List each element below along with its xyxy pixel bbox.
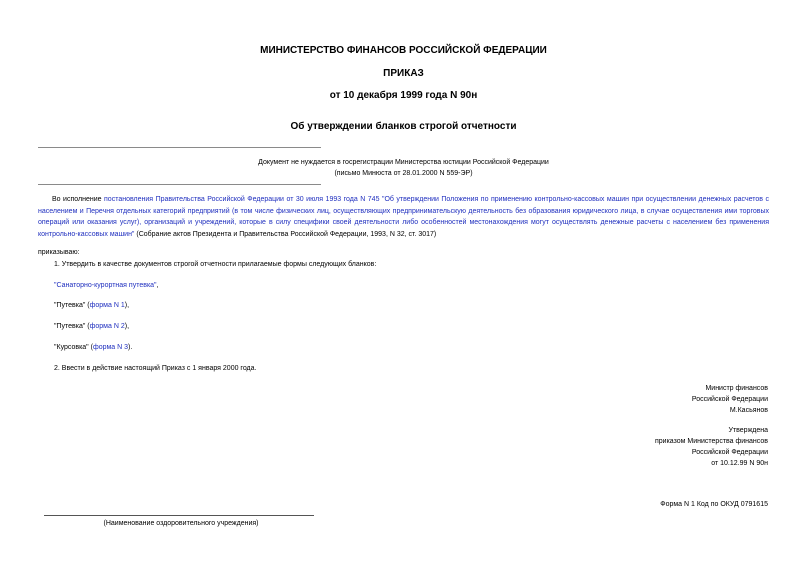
- signature-title: Министр финансов: [705, 385, 768, 392]
- government-decree-link[interactable]: постановления Правительства Российской Федерации от 30 июля 1993 года N 745: [104, 196, 380, 203]
- document-date-number: от 10 декабря 1999 года N 90н: [329, 90, 478, 101]
- institution-name-caption: (Наименование оздоровительного учреждения): [103, 520, 259, 527]
- form-code: Форма N 1 Код по ОКУД 0791615: [660, 501, 768, 508]
- preamble-paragraph: [38, 194, 769, 240]
- registration-note-line1: Документ не нуждается в госрегистрации Министерства юстиции Российской Федерации: [258, 159, 549, 166]
- form-item-kursovka: "Курсовка" (форма N 3).: [54, 344, 133, 351]
- preamble-source: (Собрание актов Президента и Правительства Российской Федерации, 1993, N 32, ст. 3017): [134, 230, 437, 238]
- signature-country: Российской Федерации: [691, 396, 768, 403]
- form-1-link[interactable]: форма N 1: [89, 302, 125, 309]
- regulation-title-link[interactable]: "Об утверждении Положения по применению контрольно-кассовых машин при осуществлении денежных расчетов с населением и Перечня отдельных категорий предприятий (в том числе физических лиц, осуществляющих предпринимательскую деятельность без образования юридического лица, в случае осуществления ими торговых операций или оказания услуг), организаций и учреждений, которые в силу специфики своей деятельности либо особенностей местонахождения могут осуществлять денежные расчеты с населением без применения контрольно-кассовых машин": [38, 196, 769, 238]
- form-3-link[interactable]: форма N 3: [92, 344, 129, 351]
- institution-name-line: [44, 515, 314, 516]
- approval-line1: Утверждена: [728, 427, 768, 434]
- divider-top: [38, 147, 321, 148]
- form-item-putevka-2: "Путевка" (форма N 2),: [54, 323, 130, 330]
- document-subject: Об утверждении бланков строгой отчетности: [290, 121, 517, 132]
- sanatorium-voucher-link[interactable]: "Санаторно-курортная путевка": [54, 282, 157, 289]
- form-item-sanatorium: "Санаторно-курортная путевка",: [54, 282, 159, 289]
- form-item-putevka-1: "Путевка" (форма N 1),: [54, 302, 130, 309]
- registration-note-line2: (письмо Минюста от 28.01.2000 N 559-ЭР): [334, 170, 473, 177]
- preamble-intro: Во исполнение: [52, 196, 105, 203]
- approval-line4: от 10.12.99 N 90н: [711, 460, 768, 467]
- form-2-link[interactable]: форма N 2: [89, 323, 125, 330]
- ministry-title: МИНИСТЕРСТВО ФИНАНСОВ РОССИЙСКОЙ ФЕДЕРАЦИИ: [260, 45, 547, 56]
- approval-line2: приказом Министерства финансов: [654, 438, 768, 445]
- order-word: приказываю:: [38, 249, 80, 256]
- approval-line3: Российской Федерации: [691, 449, 768, 456]
- document-type: ПРИКАЗ: [383, 68, 424, 79]
- order-item-1: 1. Утвердить в качестве документов строгой отчетности прилагаемые формы следующих бланков:: [54, 261, 377, 268]
- signature-name: М.Касьянов: [729, 407, 768, 414]
- divider-bottom: [38, 184, 321, 185]
- order-item-2: 2. Ввести в действие настоящий Приказ с 1 января 2000 года.: [54, 365, 257, 372]
